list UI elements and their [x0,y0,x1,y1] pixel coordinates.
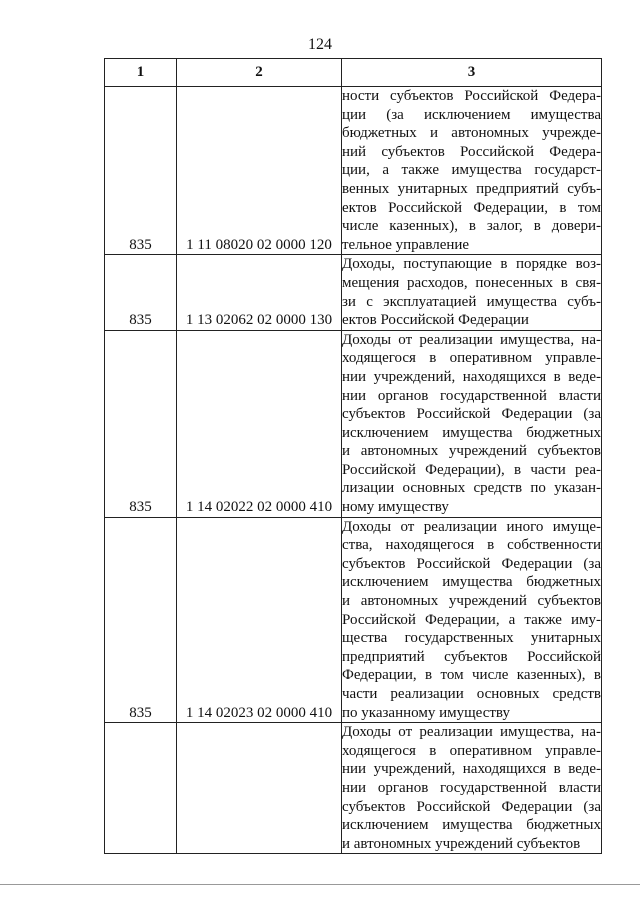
description-line: венных унитарных предприятий субъ- [342,180,601,197]
admin-code-cell: 835 [105,517,177,723]
budget-classification-code-cell: 1 11 08020 02 0000 120 [177,87,342,255]
description-line: субъектов Российской Федерации (за [342,798,601,815]
description-line: нии учреждений, находящихся в веде- [342,368,601,385]
budget-classification-code-cell: 1 13 02062 02 0000 130 [177,255,342,330]
description-line: Доходы от реализации иного имуще- [342,518,601,535]
description-line: предприятий субъектов Российской [342,648,601,665]
description-line: щества государственных унитарных [342,630,601,647]
description-line: Российской Федерации, а также иму- [342,611,601,628]
description-line: исключением имущества бюджетных [342,817,601,834]
description-line: Российской Федерации), в части реа- [342,461,601,478]
description-line: нии органов государственной власти [342,387,601,404]
table-row [105,723,602,854]
description-line: числе казенных), в залог, в довери- [342,218,601,235]
description-line: тельное управление [342,236,470,253]
table-row [105,255,602,330]
revenue-description-cell [342,255,602,330]
page-bottom-rule [0,884,640,885]
page-number: 124 [308,36,332,53]
description-line: лизации основных средств по указан- [342,480,601,497]
description-line: зи с эксплуатацией имущества субъ- [342,293,601,310]
description-line: ходящегося в оперативном управле- [342,350,601,367]
description-line: и автономных учреждений субъектов [342,835,581,852]
table-body [105,87,602,854]
description-line: ному имуществу [342,499,449,516]
revenue-description-cell [342,330,602,517]
description-line: мещения расходов, понесенных в свя- [342,274,601,291]
revenue-codes-table [104,58,602,854]
description-line: Доходы от реализации имущества, на- [342,724,601,741]
description-line: Доходы, поступающие в порядке воз- [342,256,601,273]
description-line: ности субъектов Российской Федера- [342,88,601,104]
description-line: субъектов Российской Федерации (за [342,555,601,572]
description-line: исключением имущества бюджетных [342,574,601,591]
column-header-3: 3 [342,59,602,87]
description-line: ции, а также имущества государст- [342,162,601,179]
budget-classification-code-cell: 1 14 02022 02 0000 410 [177,330,342,517]
description-line: ства, находящегося в собственности [342,537,601,554]
table-row [105,87,602,255]
admin-code-cell: 835 [105,255,177,330]
admin-code-cell [105,723,177,854]
table-row [105,517,602,723]
description-line: нии органов государственной власти [342,779,601,796]
description-line: ектов Российской Федерации, в том [342,199,601,216]
description-line: ции (за исключением имущества [342,106,601,123]
description-line: исключением имущества бюджетных [342,424,601,441]
description-line: нии учреждений, находящихся в веде- [342,761,601,778]
description-line: по указанному имуществу [342,704,510,721]
table-header-row [105,59,602,87]
admin-code-cell: 835 [105,330,177,517]
description-line: Доходы от реализации имущества, на- [342,331,601,348]
revenue-description-cell [342,517,602,723]
description-line: субъектов Российской Федерации (за [342,406,601,423]
description-line: ний субъектов Российской Федера- [342,143,601,160]
column-header-1: 1 [105,59,177,87]
revenue-description-cell [342,723,602,854]
description-line: Федерации, в том числе казенных), в [342,667,601,684]
admin-code-cell: 835 [105,87,177,255]
description-line: и автономных учреждений субъектов [342,593,601,610]
description-line: и автономных учреждений субъектов [342,443,601,460]
description-line: части реализации основных средств [342,686,601,702]
budget-classification-code-cell [177,723,342,854]
column-header-2: 2 [177,59,342,87]
revenue-description-cell [342,87,602,255]
budget-classification-code-cell: 1 14 02023 02 0000 410 [177,517,342,723]
table-row [105,330,602,517]
description-line: бюджетных и автономных учрежде- [342,125,601,142]
description-line: ектов Российской Федерации [342,312,529,329]
description-line: ходящегося в оперативном управле- [342,742,601,759]
